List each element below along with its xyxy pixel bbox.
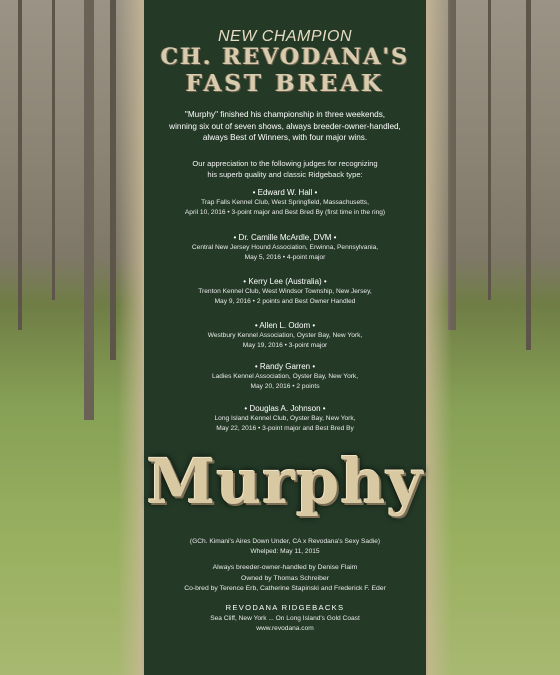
- breeder-credit: Co-bred by Terence Erb, Catherine Stapinski and Frederick F. Eder: [184, 585, 386, 592]
- intro-line: "Murphy" finished his championship in three weekends,: [184, 110, 386, 119]
- intro-line: always Best of Winners, with four major wins.: [202, 133, 368, 142]
- right-edge-fade: [426, 0, 452, 675]
- whelped-date: Whelped: May 11, 2015: [250, 548, 320, 555]
- owner-credit: Owned by Thomas Schreiber: [241, 574, 329, 582]
- judge-result: May 20, 2016 • 2 points: [250, 383, 320, 390]
- judge-show: Trap Falls Kennel Club, West Springfield, Massachusetts,: [201, 199, 369, 206]
- intro-line: winning six out of seven shows, always breeder-owner-handled,: [169, 121, 401, 131]
- judge-name: • Kerry Lee (Australia) •: [243, 277, 327, 286]
- kennel-contact: [144, 614, 426, 634]
- tree-trunk: [18, 0, 22, 330]
- pedigree-block: [144, 537, 426, 557]
- judge-result: May 5, 2016 • 4-point major: [244, 254, 326, 261]
- judge-show: Westbury Kennel Association, Oyster Bay, New York,: [207, 332, 363, 339]
- judge-show: Long Island Kennel Club, Oyster Bay, New York,: [214, 415, 356, 422]
- tree-trunk: [526, 0, 531, 350]
- kicker-text: NEW CHAMPION: [218, 28, 352, 45]
- appreciation-line: Our appreciation to the following judges for recognizing: [192, 159, 378, 168]
- kennel-website-link[interactable]: www.revodana.com: [256, 625, 314, 632]
- judge-entry: [148, 187, 422, 218]
- judge-result: May 19, 2016 • 3-point major: [242, 342, 328, 349]
- appreciation-paragraph: [152, 158, 418, 180]
- tree-trunk: [52, 0, 55, 300]
- pedigree-line: (GCh. Kimani's Aires Down Under, CA x Revodana's Sexy Sadie): [189, 538, 381, 545]
- tree-trunk: [110, 0, 116, 360]
- judge-entry: [148, 320, 422, 351]
- appreciation-line: his superb quality and classic Ridgeback type:: [207, 170, 363, 179]
- judge-entry: [148, 276, 422, 307]
- kennel-name: REVODANA RIDGEBACKS: [225, 603, 345, 612]
- judge-entry: [148, 232, 422, 263]
- title-line-2: FAST BREAK: [185, 70, 385, 97]
- judge-name: • Allen L. Odom •: [254, 321, 316, 330]
- judge-show: Ladies Kennel Association, Oyster Bay, New York,: [211, 373, 359, 380]
- judge-result: April 10, 2016 • 3-point major and Best Bred By (first time in the ring): [184, 209, 386, 216]
- tree-trunk: [488, 0, 491, 300]
- kennel-location: Sea Cliff, New York ... On Long Island's Gold Coast: [210, 615, 360, 622]
- call-name-heading: Murphy: [146, 445, 424, 518]
- judge-result: May 22, 2016 • 3-point major and Best Bred By: [216, 425, 354, 432]
- credits-block: [144, 563, 426, 595]
- title-line-1: CH. REVODANA'S: [160, 44, 410, 70]
- tree-trunk: [84, 0, 94, 420]
- judge-name: • Randy Garren •: [254, 362, 316, 371]
- ad-panel: [144, 0, 426, 675]
- judge-name: • Dr. Camille McArdle, DVM •: [233, 233, 337, 242]
- judge-show: Trenton Kennel Club, West Windsor Township, New Jersey,: [198, 288, 372, 295]
- judge-show: Central New Jersey Hound Association, Erwinna, Pennsylvania,: [191, 244, 379, 251]
- judge-entry: [148, 361, 422, 392]
- judge-result: May 9, 2016 • 2 points and Best Owner Handled: [214, 298, 356, 305]
- judge-name: • Douglas A. Johnson •: [244, 404, 326, 413]
- judge-entry: [148, 403, 422, 434]
- handler-credit: Always breeder-owner-handled by Denise Flaim: [212, 564, 358, 571]
- intro-paragraph: [152, 109, 418, 144]
- left-edge-fade: [118, 0, 144, 675]
- judge-name: • Edward W. Hall •: [252, 188, 318, 197]
